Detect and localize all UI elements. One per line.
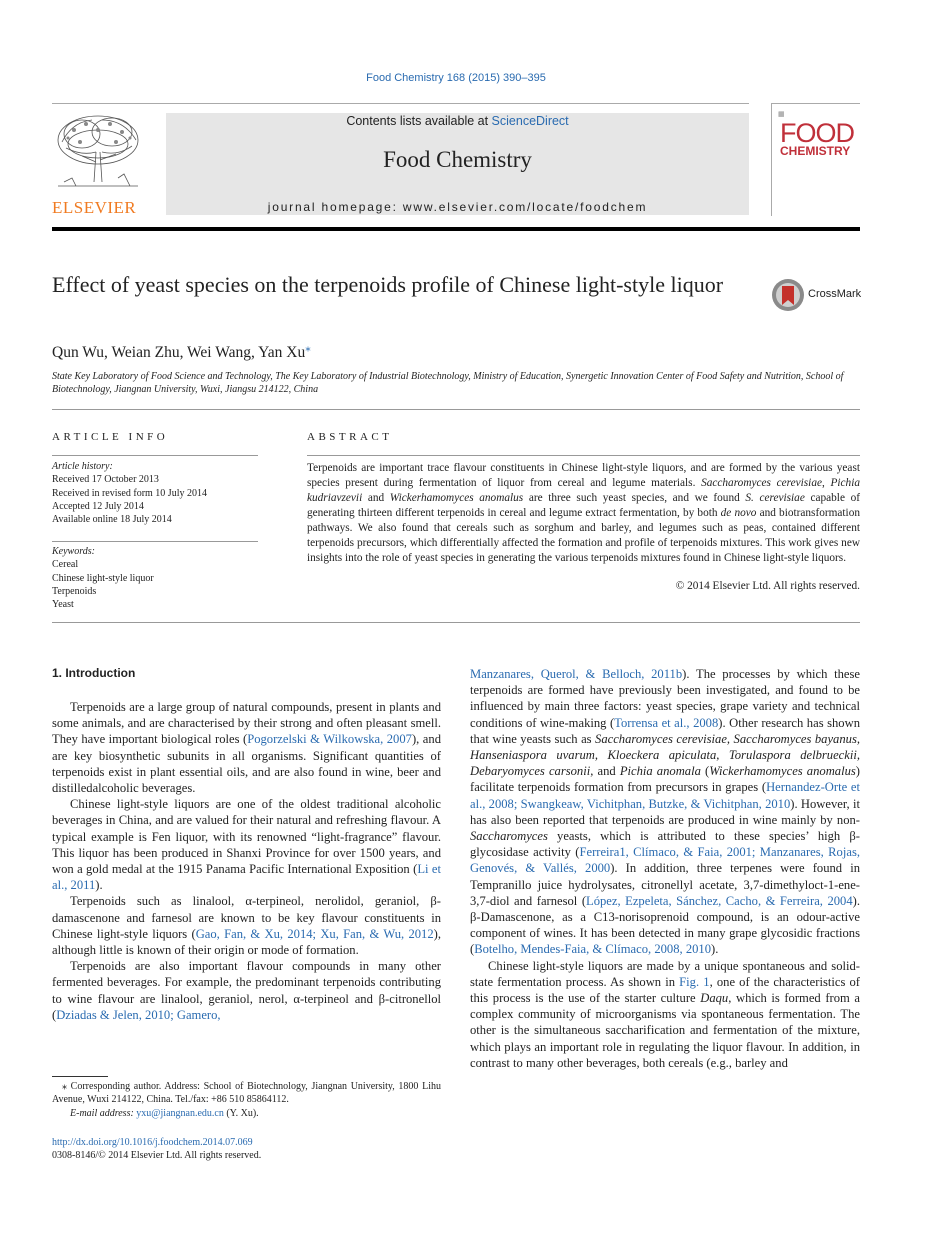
citation-link[interactable]: Gao, Fan, & Xu, 2014; Xu, Fan, & Wu, 2012: [195, 926, 434, 941]
figure-link[interactable]: Fig. 1: [679, 974, 710, 989]
elsevier-tree-icon: [52, 112, 144, 194]
issn-line: 0308-8146/© 2014 Elsevier Ltd. All rights reserved.: [52, 1150, 262, 1162]
affiliation: State Key Laboratory of Food Science and Technology, The Key Laboratory of Industrial Biotechnology, Ministry of Education, Synergetic Innovation Center of Food Safety and Nutrition, School of Biotechnology, Jiangnan University, Wuxi, Jiangsu 214122, China: [52, 371, 844, 395]
history-item: Available online 18 July 2014: [52, 514, 172, 526]
body-column-right: [470, 666, 860, 1071]
email-link[interactable]: yxu@jiangnan.edu.cn: [136, 1107, 224, 1119]
citation-link[interactable]: Torrensa et al., 2008: [614, 715, 719, 730]
homepage-link[interactable]: www.elsevier.com/locate/foodchem: [402, 200, 648, 214]
email-label: E-mail address:: [70, 1107, 137, 1119]
cover-title-line2: CHEMISTRY: [780, 144, 851, 158]
citation-link[interactable]: Dziadas & Jelen, 2010; Gamero,: [56, 1007, 221, 1022]
abstract-copyright: © 2014 Elsevier Ltd. All rights reserved.: [675, 580, 860, 592]
history-label: Article history:: [52, 461, 113, 472]
keyword: Chinese light-style liquor: [52, 572, 154, 584]
keywords-rule: [52, 541, 258, 542]
contents-prefix: Contents lists available at: [346, 114, 492, 128]
history-item: Received 17 October 2013: [52, 474, 159, 486]
journal-cover[interactable]: [771, 103, 860, 216]
abstract-rule: [307, 455, 860, 456]
crossmark-icon: [771, 278, 805, 312]
crossmark-badge[interactable]: [771, 278, 861, 312]
paragraph: Terpenoids are also important flavour compounds in many other fermented beverages. For example, the predominant terpenoids contributing to wine flavour are linalool, geraniol, nerol, α-terpineol and β-citronellol (Dziadas & Jelen, 2010; Gamero,: [52, 959, 441, 1022]
contents-line: [166, 114, 749, 128]
affiliation-rule: [52, 409, 860, 410]
citation-link[interactable]: Manzanares, Querol, & Belloch, 2011b: [470, 667, 683, 681]
paragraph: Chinese light-style liquors are one of the oldest traditional alcoholic beverages in China, and are valued for their natural and refreshing flavour. A typical example is Fen liquor, with its renowned “light-fragrance” flavour. This liquor has been produced in Shanxi Province for over 1500 years, and won a gold medal at the 1915 Panama Pacific International Exposition (Li et al., 2011).: [52, 797, 441, 893]
email-line: [52, 1107, 441, 1120]
running-head[interactable]: Food Chemistry 168 (2015) 390–395: [366, 72, 546, 84]
section-heading: 1. Introduction: [52, 666, 136, 680]
journal-homepage: [166, 200, 749, 214]
keyword: Yeast: [52, 599, 74, 611]
header-thick-rule: [52, 227, 860, 231]
citation-link[interactable]: López, Ezpeleta, Sánchez, Cacho, & Ferreira, 2004: [586, 893, 853, 908]
citation-link[interactable]: Hernandez-Orte et al., 2008; Swangkeaw, Vichitphan, Butzke, & Vichitphan, 2010: [470, 780, 860, 811]
paragraph: Terpenoids such as linalool, α-terpineol, nerolidol, geraniol, β-damascenone and farnesol are known to be key flavour constituents in Chinese light-style liquors (Gao, Fan, & Xu, 2014; Xu, Fan, & Wu, 2012), although little is known of their origin or mode of formation.: [52, 894, 441, 958]
author-list: [52, 341, 311, 362]
crossmark-label: CrossMark: [808, 288, 862, 300]
corresponding-author-note: ⁎ Corresponding author. Address: School of Biotechnology, Jiangnan University, 1800 Lihu Avenue, Wuxi 214122, China. Tel./fax: +86 510 85864112.: [52, 1081, 441, 1106]
journal-name: Food Chemistry: [383, 147, 532, 172]
corresponding-mark[interactable]: ⁎: [305, 342, 311, 354]
cover-title-line1: FOOD: [780, 118, 854, 148]
citation-link[interactable]: Botelho, Mendes-Faia, & Clímaco, 2008, 2010: [474, 942, 712, 957]
homepage-prefix: journal homepage:: [267, 200, 403, 214]
keyword: Terpenoids: [52, 585, 97, 597]
keywords-label: Keywords:: [52, 546, 95, 557]
citation-link[interactable]: Ferreira1, Clímaco, & Faia, 2001; Manzanares, Rojas, Genovés, & Vallés, 2000: [470, 845, 860, 876]
keyword: Cereal: [52, 559, 79, 571]
body-column-left: [52, 699, 441, 1023]
paragraph: Chinese light-style liquors are made by a unique spontaneous and solid-state fermentation process. As shown in Fig. 1, one of the characteristics of this process is the use of the starter culture Daqu, which is formed from a complex community of microorganisms via spontaneous fermentation. The other is the simultaneous saccharification and fermentation of the mixture, which plays an important role in regulating the liquor flavour. In addition, in contrast to many other beverages, both cereals (e.g., barley and: [470, 958, 860, 1070]
article-info-rule: [52, 455, 258, 456]
doi-link[interactable]: http://dx.doi.org/10.1016/j.foodchem.2014.07.069: [52, 1137, 253, 1148]
abstract-bottom-rule: [52, 622, 860, 623]
doi-block: [52, 1136, 441, 1163]
publisher-name: ELSEVIER: [52, 198, 137, 217]
authors-text: Qun Wu, Weian Zhu, Wei Wang, Yan Xu: [52, 344, 306, 362]
footnote-rule: [52, 1076, 108, 1077]
article-history: [52, 460, 262, 526]
header-rule: [52, 103, 749, 104]
sciencedirect-link[interactable]: ScienceDirect: [491, 114, 569, 128]
history-item: Received in revised form 10 July 2014: [52, 487, 207, 499]
keywords: [52, 545, 262, 611]
elsevier-logo: [52, 112, 147, 216]
abstract-heading: ABSTRACT: [307, 431, 393, 443]
abstract-text: Terpenoids are important trace flavour constituents in Chinese light-style liquors, and are formed by the various yeast species present during fermentation of liquor from cereal and legume materials. Saccharomyces cerevisiae, Pichia kudriavzevii and Wickerhamomyces anomalus are three such yeast species, and we found S. cerevisiae capable of generating thirteen different terpenoids in cereal and legume extract fermentation, by both de novo and biotransformation pathways. We also found that cereals such as sorghum and barley, and legumes such as peas, contained different terpenoids precursors, which differentially affected the formation and profile of terpenoids mixtures. This work gives new insights into the role of yeast species in generating the various terpenoids mixtures found in Chinese light-style liquors.: [307, 462, 860, 564]
paragraph: Manzanares, Querol, & Belloch, 2011b). The processes by which these terpenoids are formed have previously been investigated, and found to be influenced by main three factors: yeast species, grape variety and technical conditions of wine-making (Torrensa et al., 2008). Other research has shown that wine yeasts such as Saccharomyces cerevisiae, Saccharomyces bayanus, Hanseniaspora uvarum, Kloeckera apiculata, Torulaspora delbrueckii, Debaryomyces carsonii, and Pichia anomala (Wickerhamomyces anomalus) facilitate terpenoids formation from precursors in grapes (Hernandez-Orte et al., 2008; Swangkeaw, Vichitphan, Butzke, & Vichitphan, 2010). However, it has also been reported that terpenoids are produced in wine mainly by non-Saccharomyces yeasts, which is attributed to these species’ high β-glycosidase activity (Ferreira1, Clímaco, & Faia, 2001; Manzanares, Rojas, Genovés, & Vallés, 2000). In addition, three terpenes were found in Tempranillo juice hydrolysates, citronellyl acetate, 3,7-dimethyloct-1-ene-3,7-diol and farnesol (López, Ezpeleta, Sánchez, Cacho, & Ferreira, 2004). β-Damascenone, as a C13-norisoprenoid compound, is an odour-active component of wines. It has been detected in many grape glycosidic fractions (Botelho, Mendes-Faia, & Clímaco, 2008, 2010).: [470, 667, 860, 957]
paragraph: Terpenoids are a large group of natural compounds, present in plants and some animals, and are characterised by their strong and often pleasant smell. They have important biological roles (Pogorzelski & Wilkowska, 2007), and are key biosynthetic subunits in all organisms. Significant quantities of terpenoids exist in plant essential oils, and are also found in wine, beer and distilledalcoholic beverages.: [52, 700, 441, 796]
citation-link[interactable]: Pogorzelski & Wilkowska, 2007: [247, 732, 412, 747]
cover-mini-icon: ▦: [778, 110, 785, 118]
history-item: Accepted 12 July 2014: [52, 500, 144, 512]
article-info-heading: ARTICLE INFO: [52, 431, 169, 443]
email-suffix: (Y. Xu).: [223, 1107, 259, 1119]
article-title: Effect of yeast species on the terpenoids profile of Chinese light-style liquor: [52, 272, 724, 297]
footnote: [52, 1080, 441, 1120]
journal-banner: [166, 113, 749, 215]
citation-link[interactable]: Li et al., 2011: [52, 862, 441, 893]
